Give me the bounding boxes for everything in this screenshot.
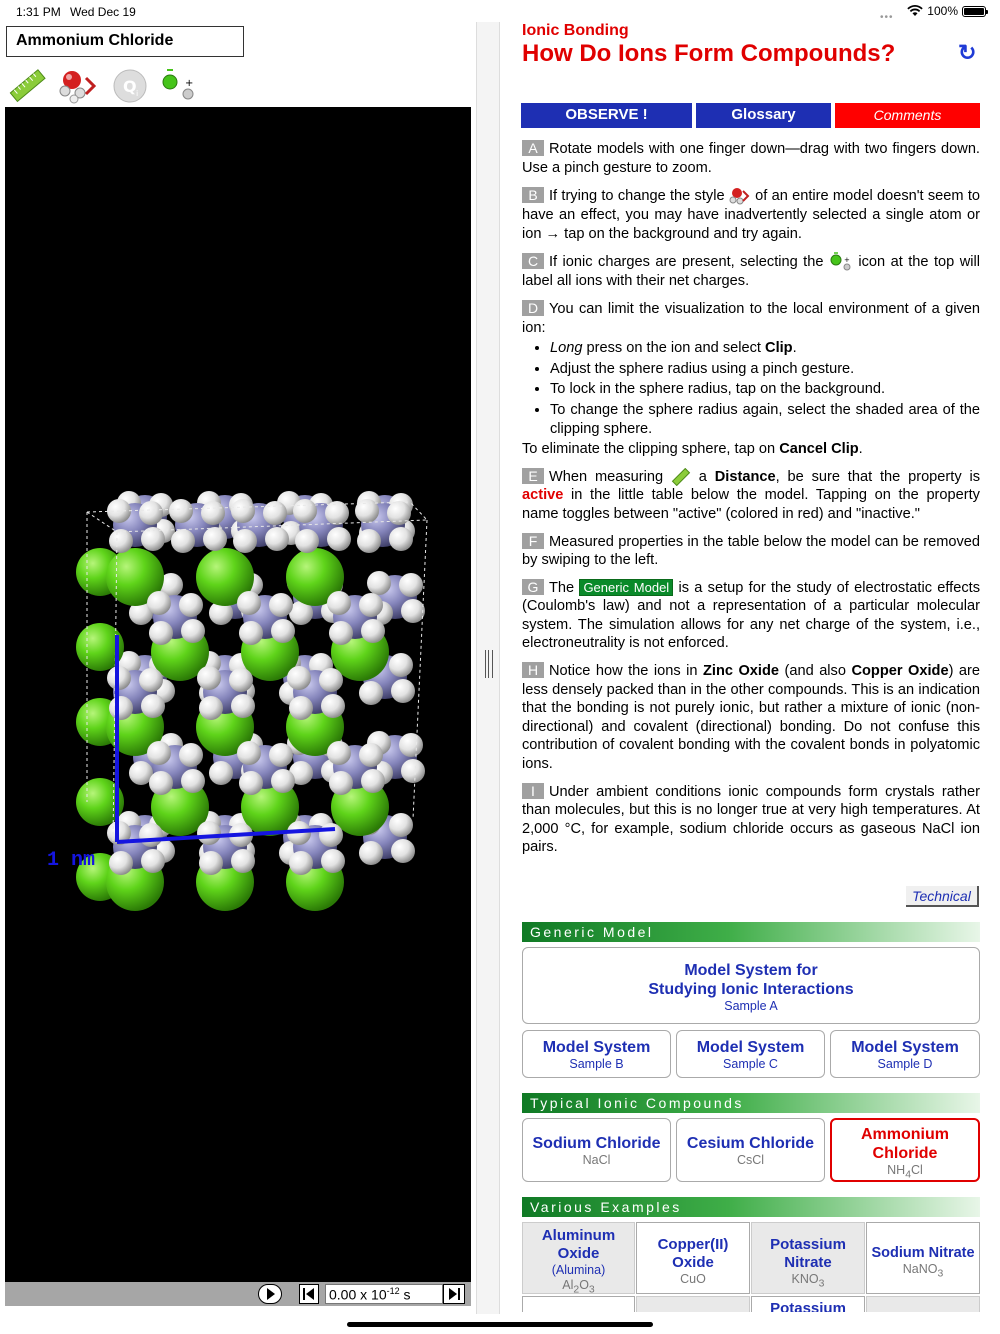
note-h: H Notice how the ions in Zinc Oxide (and also Copper Oxide) are less densely packed than in the other compounds. This is an indication that the bonding is not purely ionic, but rather a mixture of ionic (non-directional) and covalent (directional) bonding. Do not confuse this contribution of covalent bonding with the covalent bonds in polyatomic ions.: [522, 662, 981, 773]
hydrogen-atom[interactable]: [179, 593, 203, 617]
card-potassium-nitrate[interactable]: Potassium Nitrate $KNO_3$: [751, 1222, 865, 1294]
hydrogen-atom[interactable]: [389, 653, 413, 677]
card-partial[interactable]: [636, 1296, 750, 1312]
hydrogen-atom[interactable]: [139, 823, 163, 847]
refresh-icon[interactable]: ↻: [958, 40, 977, 65]
hydrogen-atom[interactable]: [181, 619, 205, 643]
time-value: 0.00 x 10: [329, 1286, 387, 1303]
step-back-button[interactable]: [299, 1284, 319, 1304]
hydrogen-atom[interactable]: [169, 499, 193, 523]
hydrogen-atom[interactable]: [139, 501, 163, 525]
note-text: If trying to change the style: [549, 188, 725, 205]
note-label: I: [522, 783, 544, 799]
hydrogen-atom[interactable]: [359, 681, 383, 705]
hydrogen-atom[interactable]: [181, 769, 205, 793]
note-text: If ionic charges are present, selecting the: [549, 254, 824, 271]
hydrogen-atom[interactable]: [149, 621, 173, 645]
model-pane: [0, 22, 476, 1314]
card-sample-a[interactable]: Model System for Studying Ionic Interactions Sample A: [522, 947, 980, 1024]
hydrogen-atom[interactable]: [359, 841, 383, 865]
svg-text:i: i: [136, 89, 139, 98]
hydrogen-atom[interactable]: [237, 591, 261, 615]
card-aluminum-oxide[interactable]: Aluminum Oxide (Alumina) $Al_2O_3$: [522, 1222, 635, 1294]
multitask-handle[interactable]: •••: [880, 12, 894, 23]
technical-button[interactable]: Technical: [906, 886, 979, 907]
list-item: • To lock in the sphere radius, tap on the background.: [550, 380, 980, 399]
charge-q-icon[interactable]: [110, 66, 150, 106]
section-generic-model: Generic Model: [522, 922, 980, 942]
hydrogen-atom[interactable]: [319, 668, 343, 692]
note-label: D: [522, 300, 544, 316]
hydrogen-atom[interactable]: [233, 529, 257, 553]
tab-glossary[interactable]: Glossary: [696, 103, 831, 128]
model-title-field[interactable]: Ammonium Chloride: [6, 26, 244, 57]
hydrogen-atom[interactable]: [295, 529, 319, 553]
hydrogen-atom[interactable]: [263, 501, 287, 525]
hydrogen-atom[interactable]: [231, 849, 255, 873]
hydrogen-atom[interactable]: [327, 591, 351, 615]
note-b: [522, 186, 980, 243]
clip-instructions-list: [550, 339, 980, 438]
hydrogen-atom[interactable]: [231, 499, 255, 523]
card-ammonium-chloride[interactable]: Ammonium Chloride $NH_4Cl$: [830, 1118, 980, 1182]
play-button[interactable]: [258, 1284, 282, 1304]
card-cesium-chloride[interactable]: Cesium Chloride CsCl: [676, 1118, 825, 1182]
note-label: C: [522, 253, 544, 269]
hydrogen-atom[interactable]: [265, 527, 289, 551]
step-forward-icon: [444, 1285, 464, 1303]
hydrogen-atom[interactable]: [327, 741, 351, 765]
note-text: icon at the top will label all ions with their net charges.: [522, 254, 980, 290]
hydrogen-atom[interactable]: [141, 849, 165, 873]
hydrogen-atom[interactable]: [321, 694, 345, 718]
note-label: A: [522, 140, 544, 156]
hydrogen-atom[interactable]: [199, 851, 223, 875]
hydrogen-atom[interactable]: [271, 769, 295, 793]
hydrogen-atom[interactable]: [361, 619, 385, 643]
note-label: H: [522, 662, 544, 678]
hydrogen-atom[interactable]: [109, 696, 133, 720]
hydrogen-atom[interactable]: [109, 529, 133, 553]
hydrogen-atom[interactable]: [399, 733, 423, 757]
hydrogen-atom[interactable]: [199, 696, 223, 720]
hydrogen-atom[interactable]: [367, 571, 391, 595]
section-various-examples: Various Examples: [522, 1197, 980, 1217]
note-f: F Measured properties in the table below the model can be removed by swiping to the left.: [522, 532, 980, 569]
hydrogen-atom[interactable]: [147, 591, 171, 615]
card-partial[interactable]: [522, 1296, 635, 1312]
list-item: • To change the sphere radius again, select the shaded area of the clipping sphere.: [550, 401, 980, 438]
hydrogen-atom[interactable]: [401, 759, 425, 783]
card-sample-c[interactable]: Model System Sample C: [676, 1030, 825, 1078]
battery-percent: 100%: [927, 4, 958, 18]
note-e: E When measuring a Distance, be sure that the property is active in the little table below the model. Tapping on the property name toggles between "active" (colored in red) and "inactive.": [522, 467, 980, 522]
status-time: 1:31 PM: [16, 5, 61, 19]
hydrogen-atom[interactable]: [391, 839, 415, 863]
note-d: [522, 300, 980, 459]
svg-text:+: +: [843, 256, 850, 265]
hydrogen-atom[interactable]: [149, 771, 173, 795]
card-sample-d[interactable]: Model System Sample D: [830, 1030, 980, 1078]
hydrogen-atom[interactable]: [293, 499, 317, 523]
hydrogen-atom[interactable]: [327, 527, 351, 551]
play-icon: [259, 1285, 281, 1303]
ion-charge-icon: [829, 252, 853, 272]
note-text: You can limit the visualization to the local environment of a given ion:: [522, 300, 980, 336]
status-indicators: [907, 4, 986, 18]
hydrogen-atom[interactable]: [139, 668, 163, 692]
note-label: B: [522, 187, 544, 203]
hydrogen-atom[interactable]: [289, 851, 313, 875]
battery-icon: [962, 6, 986, 17]
hydrogen-atom[interactable]: [239, 621, 263, 645]
page-title: How Do Ions Form Compounds?: [522, 40, 896, 67]
card-sodium-nitrate[interactable]: Sodium Nitrate NaNO$_3$: [866, 1222, 980, 1294]
hydrogen-atom[interactable]: [357, 529, 381, 553]
list-item: • Adjust the sphere radius using a pinch gesture.: [550, 360, 980, 379]
hydrogen-atom[interactable]: [197, 666, 221, 690]
card-potassium-partial[interactable]: Potassium: [751, 1296, 865, 1312]
hydrogen-atom[interactable]: [269, 593, 293, 617]
ion-charge-icon[interactable]: [158, 66, 198, 106]
hydrogen-atom[interactable]: [147, 741, 171, 765]
ruler-icon[interactable]: [8, 66, 48, 106]
time-unit: s: [403, 1286, 411, 1303]
wifi-icon: [907, 5, 923, 17]
divider-grip-icon[interactable]: [485, 650, 493, 678]
ruler-icon: [671, 468, 691, 486]
hydrogen-atom[interactable]: [209, 761, 233, 785]
hydrogen-atom[interactable]: [359, 593, 383, 617]
svg-text:Q: Q: [123, 77, 137, 96]
hydrogen-atom[interactable]: [271, 619, 295, 643]
hydrogen-atom[interactable]: [391, 679, 415, 703]
topic-label: Ionic Bonding: [522, 22, 629, 39]
hydrogen-atom[interactable]: [171, 529, 195, 553]
hydrogen-atom[interactable]: [229, 668, 253, 692]
playback-bar: [5, 1282, 471, 1306]
hydrogen-atom[interactable]: [237, 741, 261, 765]
card-partial[interactable]: [866, 1296, 980, 1312]
note-text: Rotate models with one finger down—drag with two fingers down. Use a pinch gesture to zoom.: [522, 141, 980, 176]
active-keyword: active: [522, 487, 564, 504]
note-c: [522, 252, 980, 291]
card-copper-oxide[interactable]: Copper(II) Oxide CuO: [636, 1222, 750, 1294]
hydrogen-atom[interactable]: [401, 599, 425, 623]
hydrogen-atom[interactable]: [239, 771, 263, 795]
crystal-model[interactable]: [5, 107, 471, 1282]
hydrogen-atom[interactable]: [389, 527, 413, 551]
step-forward-button[interactable]: [443, 1284, 465, 1304]
hydrogen-atom[interactable]: [321, 849, 345, 873]
scale-label: 1 nm: [47, 849, 96, 872]
note-text: of an entire model doesn't seem to have an effect, you may have inadvertently selected a single atom or ion → tap on the background and try again.: [522, 188, 981, 242]
hydrogen-atom[interactable]: [359, 743, 383, 767]
hydrogen-atom[interactable]: [399, 573, 423, 597]
note-g: G The Generic Model is a setup for the study of electrostatic effects (Coulomb's law) and not a representation of a particular molecular system. The simulation allows for any net charge of the system, i.e., electroneutrality is not enforced.: [522, 578, 980, 652]
svg-text:+: +: [185, 78, 194, 89]
hydrogen-atom[interactable]: [269, 743, 293, 767]
hydrogen-atom[interactable]: [141, 694, 165, 718]
hydrogen-atom[interactable]: [329, 621, 353, 645]
hydrogen-atom[interactable]: [289, 696, 313, 720]
molecule-viewer[interactable]: [5, 107, 471, 1282]
note-text: To eliminate the clipping sphere, tap on Cancel Clip.: [522, 441, 863, 458]
section-typical-ionic: Typical Ionic Compounds: [522, 1093, 980, 1113]
tab-comments[interactable]: Comments: [835, 103, 980, 128]
tab-observe[interactable]: OBSERVE !: [521, 103, 692, 128]
hydrogen-atom[interactable]: [319, 823, 343, 847]
list-item: • Long press on the ion and select Clip.: [550, 339, 980, 358]
time-field[interactable]: [325, 1284, 443, 1304]
hydrogen-atom[interactable]: [109, 851, 133, 875]
time-exponent: -12: [386, 1286, 400, 1296]
hydrogen-atom[interactable]: [179, 743, 203, 767]
note-label: E: [522, 468, 544, 484]
hydrogen-atom[interactable]: [389, 813, 413, 837]
card-sodium-chloride[interactable]: Sodium Chloride NaCl: [522, 1118, 671, 1182]
status-date: Wed Dec 19: [70, 5, 136, 19]
note-label: G: [522, 579, 544, 595]
style-icon: [729, 186, 751, 206]
status-bar: [0, 0, 1000, 22]
card-sample-b[interactable]: Model System Sample B: [522, 1030, 671, 1078]
hydrogen-atom[interactable]: [361, 769, 385, 793]
generic-model-chip[interactable]: Generic Model: [579, 579, 673, 596]
hydrogen-atom[interactable]: [287, 666, 311, 690]
hydrogen-atom[interactable]: [231, 694, 255, 718]
hydrogen-atom[interactable]: [203, 527, 227, 551]
note-a: [522, 140, 980, 177]
content-pane: [500, 22, 1000, 1312]
step-back-icon: [300, 1285, 318, 1303]
note-label: F: [522, 533, 544, 549]
hydrogen-atom[interactable]: [201, 501, 225, 525]
style-icon[interactable]: [58, 66, 98, 106]
home-indicator[interactable]: [347, 1322, 653, 1327]
note-i: I Under ambient conditions ionic compounds form crystals rather than molecules, but this is no longer true at very high temperatures. At 2,000 °C, for example, sodium chloride occurs as gaseous NaCl ion pairs.: [522, 782, 980, 856]
hydrogen-atom[interactable]: [197, 821, 221, 845]
hydrogen-atom[interactable]: [329, 771, 353, 795]
observe-notes: [522, 140, 980, 866]
split-divider[interactable]: [476, 22, 500, 1314]
